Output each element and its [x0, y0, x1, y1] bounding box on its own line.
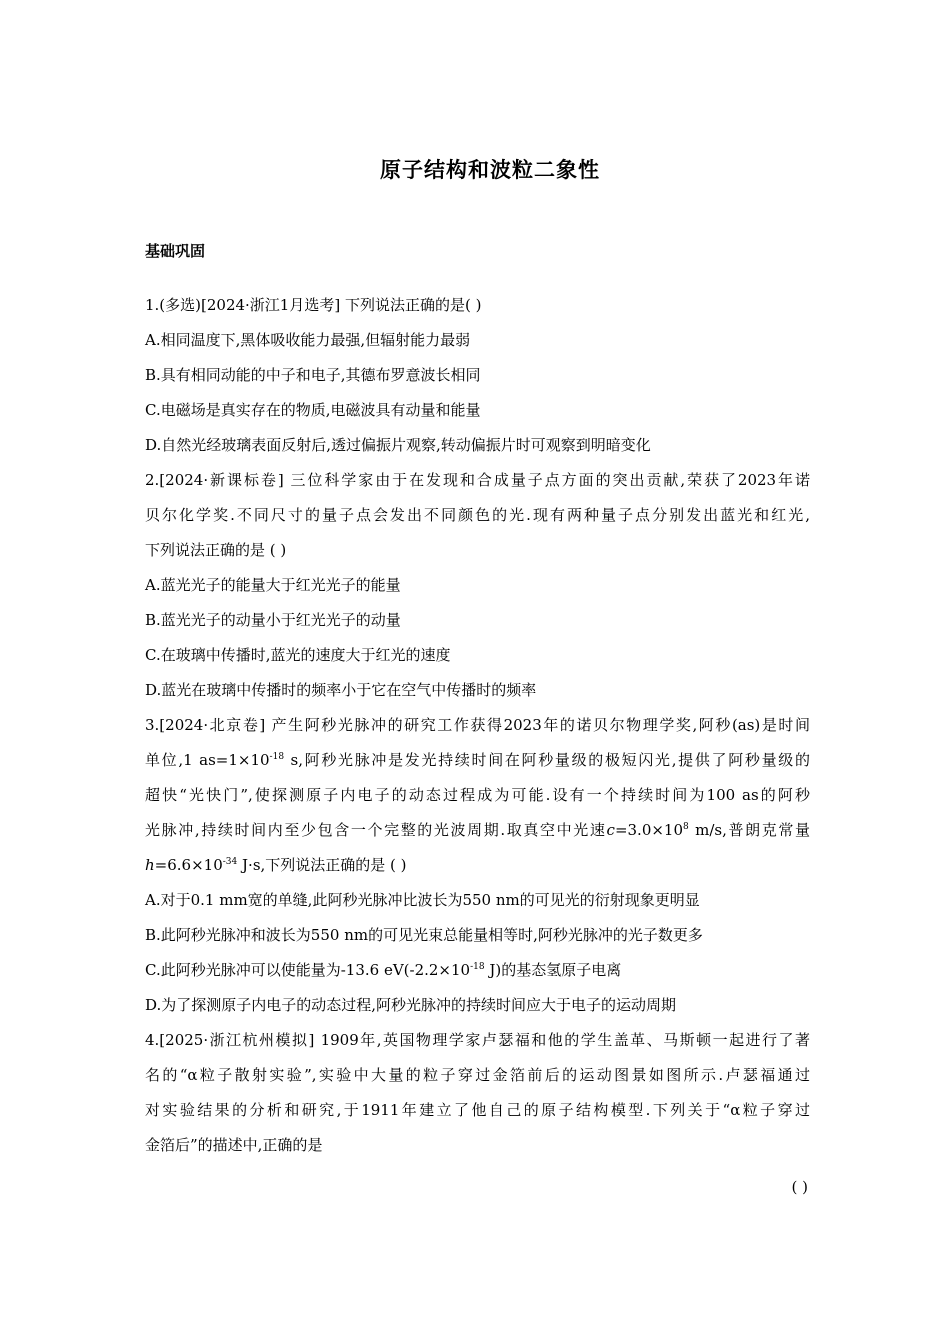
question-2-stem-line-1: 2.[2024·新课标卷] 三位科学家由于在发现和合成量子点方面的突出贡献,荣获了2023年诺: [145, 471, 810, 489]
question-2-option-d: D.蓝光在玻璃中传播时的频率小于它在空气中传播时的频率: [145, 681, 537, 699]
q3-planck-symbol: h: [145, 856, 155, 874]
question-3-option-b: B.此阿秒光脉冲和波长为550 nm的可见光束总能量相等时,阿秒光脉冲的光子数更多: [145, 926, 703, 944]
question-3-option-a: A.对于0.1 mm宽的单缝,此阿秒光脉冲比波长为550 nm的可见光的衍射现象更明显: [145, 891, 700, 909]
q3-speed-of-light-symbol: c: [606, 821, 615, 839]
q3-line2-exponent: -18: [269, 752, 285, 762]
question-4-answer-bracket: ( ): [791, 1178, 808, 1196]
q3-line2-part-a: 单位,1 as=1×10: [145, 751, 270, 769]
section-heading: 基础巩固: [145, 242, 206, 260]
question-1-option-b: B.具有相同动能的中子和电子,其德布罗意波长相同: [145, 366, 481, 384]
q3-line4-part-c: m/s,普朗克常量: [688, 821, 810, 839]
question-3-stem-line-1: 3.[2024·北京卷] 产生阿秒光脉冲的研究工作获得2023年的诺贝尔物理学奖,阿秒(as)是时间: [145, 716, 810, 734]
q3-option-c-part-a: C.此阿秒光脉冲可以使能量为-13.6 eV(-2.2×10: [145, 961, 471, 979]
question-1-option-d: D.自然光经玻璃表面反射后,透过偏振片观察,转动偏振片时可观察到明暗变化: [145, 436, 651, 454]
question-list: [145, 292, 810, 1209]
question-1-stem: 1.(多选)[2024·浙江1月选考] 下列说法正确的是( ): [145, 296, 482, 314]
page-title: 原子结构和波粒二象性: [380, 158, 600, 182]
q3-option-c-part-b: J)的基态氢原子电离: [484, 961, 622, 979]
question-3-option-d: D.为了探测原子内电子的动态过程,阿秒光脉冲的持续时间应大于电子的运动周期: [145, 996, 677, 1014]
question-3-stem-line-3: 超快“光快门”,使探测原子内电子的动态过程成为可能.设有一个持续时间为100 as的阿秒: [145, 786, 810, 804]
q3-option-c-exponent: -18: [470, 962, 485, 972]
q3-line4-part-b: =3.0×10: [614, 821, 684, 839]
question-2-stem-line-2: 贝尔化学奖.不同尺寸的量子点会发出不同颜色的光.现有两种量子点分别发出蓝光和红光,: [145, 506, 810, 524]
question-4-stem-line-3: 对实验结果的分析和研究,于1911年建立了他自己的原子结构模型.下列关于“α粒子穿过: [145, 1101, 810, 1119]
question-4-stem-line-2: 名的“α粒子散射实验”,实验中大量的粒子穿过金箔前后的运动图景如图所示.卢瑟福通过: [145, 1066, 810, 1084]
question-4-stem-line-1: 4.[2025·浙江杭州模拟] 1909年,英国物理学家卢瑟福和他的学生盖革、马斯顿一起进行了著: [145, 1031, 810, 1049]
question-3-stem-line-4: [145, 817, 810, 852]
q3-line5-exponent: -34: [222, 857, 238, 867]
q3-line4-exponent: 8: [683, 822, 689, 832]
question-3-stem-line-5: [145, 852, 810, 887]
question-1-option-a: A.相同温度下,黑体吸收能力最强,但辐射能力最弱: [145, 331, 471, 349]
question-2-option-c: C.在玻璃中传播时,蓝光的速度大于红光的速度: [145, 646, 451, 664]
question-2-option-b: B.蓝光光子的动量小于红光光子的动量: [145, 611, 401, 629]
q3-line5-part-b: J·s,下列说法正确的是 ( ): [237, 856, 407, 874]
q3-line2-part-b: s,阿秒光脉冲是发光持续时间在阿秒量级的极短闪光,提供了阿秒量级的: [284, 751, 810, 769]
q3-line4-part-a: 光脉冲,持续时间内至少包含一个完整的光波周期.取真空中光速: [145, 821, 607, 839]
question-2-stem-line-3: 下列说法正确的是 ( ): [145, 541, 287, 559]
question-3-stem-line-2: [145, 747, 810, 782]
q3-line5-part-a: =6.6×10: [154, 856, 223, 874]
question-1-option-c: C.电磁场是真实存在的物质,电磁波具有动量和能量: [145, 401, 481, 419]
question-4-stem-line-4: 金箔后”的描述中,正确的是: [145, 1136, 323, 1154]
question-3-option-c: [145, 957, 810, 992]
question-2-option-a: A.蓝光光子的能量大于红光光子的能量: [145, 576, 401, 594]
